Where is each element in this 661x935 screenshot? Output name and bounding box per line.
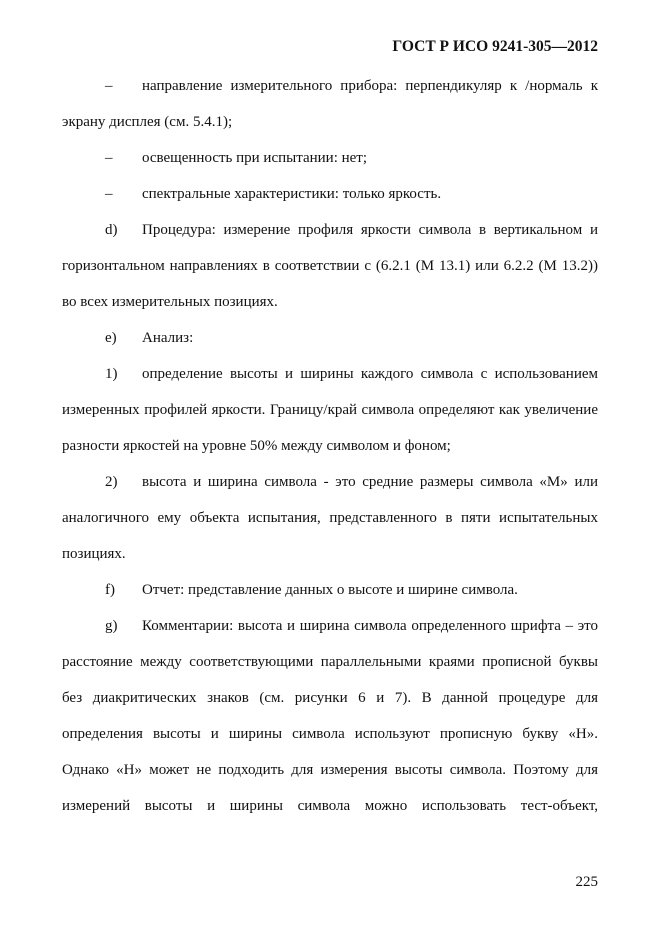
list-marker: g): [105, 618, 118, 634]
list-item: [62, 68, 598, 140]
list-item: [62, 464, 598, 572]
paragraph-text: спектральные характеристики: только яркость.: [142, 186, 442, 202]
list-item: [62, 212, 598, 320]
list-marker: d): [105, 222, 118, 238]
paragraph-text: высота и ширина символа - это средние размеры символа «М» или аналогичного ему объекта испытания, представленного в пяти испытательных позициях.: [62, 474, 598, 562]
list-marker: 2): [105, 474, 118, 490]
list-item: [62, 356, 598, 464]
document-body: [62, 68, 598, 824]
page-number: 225: [575, 874, 598, 890]
paragraph-text: Анализ:: [142, 330, 194, 346]
list-marker: f): [105, 582, 115, 598]
list-marker: e): [105, 330, 117, 346]
paragraph-text: освещенность при испытании: нет;: [142, 150, 368, 166]
paragraph-text: Комментарии: высота и ширина символа определенного шрифта – это расстояние между соответствующими параллельными краями прописной буквы без диакритических знаков (см. рисунки 6 и 7). В данной процедуре для определения высоты и ширины символа используют прописную букву «Н». Однако «Н» может не подходить для измерения высоты символа. Поэтому для измерений высоты и ширины символа можно использовать тест-объект,: [62, 618, 598, 814]
list-marker: –: [105, 150, 113, 166]
paragraph-text: Отчет: представление данных о высоте и ширине символа.: [142, 582, 518, 598]
paragraph-text: определение высоты и ширины каждого символа с использованием измеренных профилей яркости. Границу/край символа определяют как увеличение разности яркостей на уровне 50% между символом и фоном;: [62, 366, 598, 454]
list-marker: –: [105, 78, 113, 94]
paragraph-text: направление измерительного прибора: перпендикуляр к /нормаль к экрану дисплея (см. 5.4.1);: [62, 78, 598, 130]
paragraph-text: Процедура: измерение профиля яркости символа в вертикальном и горизонтальном направлениях в соответствии с (6.2.1 (M 13.1) или 6.2.2 (M 13.2)) во всех измерительных позициях.: [62, 222, 598, 310]
document-header: ГОСТ Р ИСО 9241-305—2012: [392, 38, 598, 55]
list-item: [62, 320, 598, 356]
list-item: [62, 572, 598, 608]
list-marker: –: [105, 186, 113, 202]
list-item: [62, 608, 598, 824]
list-item: [62, 140, 598, 176]
list-marker: 1): [105, 366, 118, 382]
list-item: [62, 176, 598, 212]
